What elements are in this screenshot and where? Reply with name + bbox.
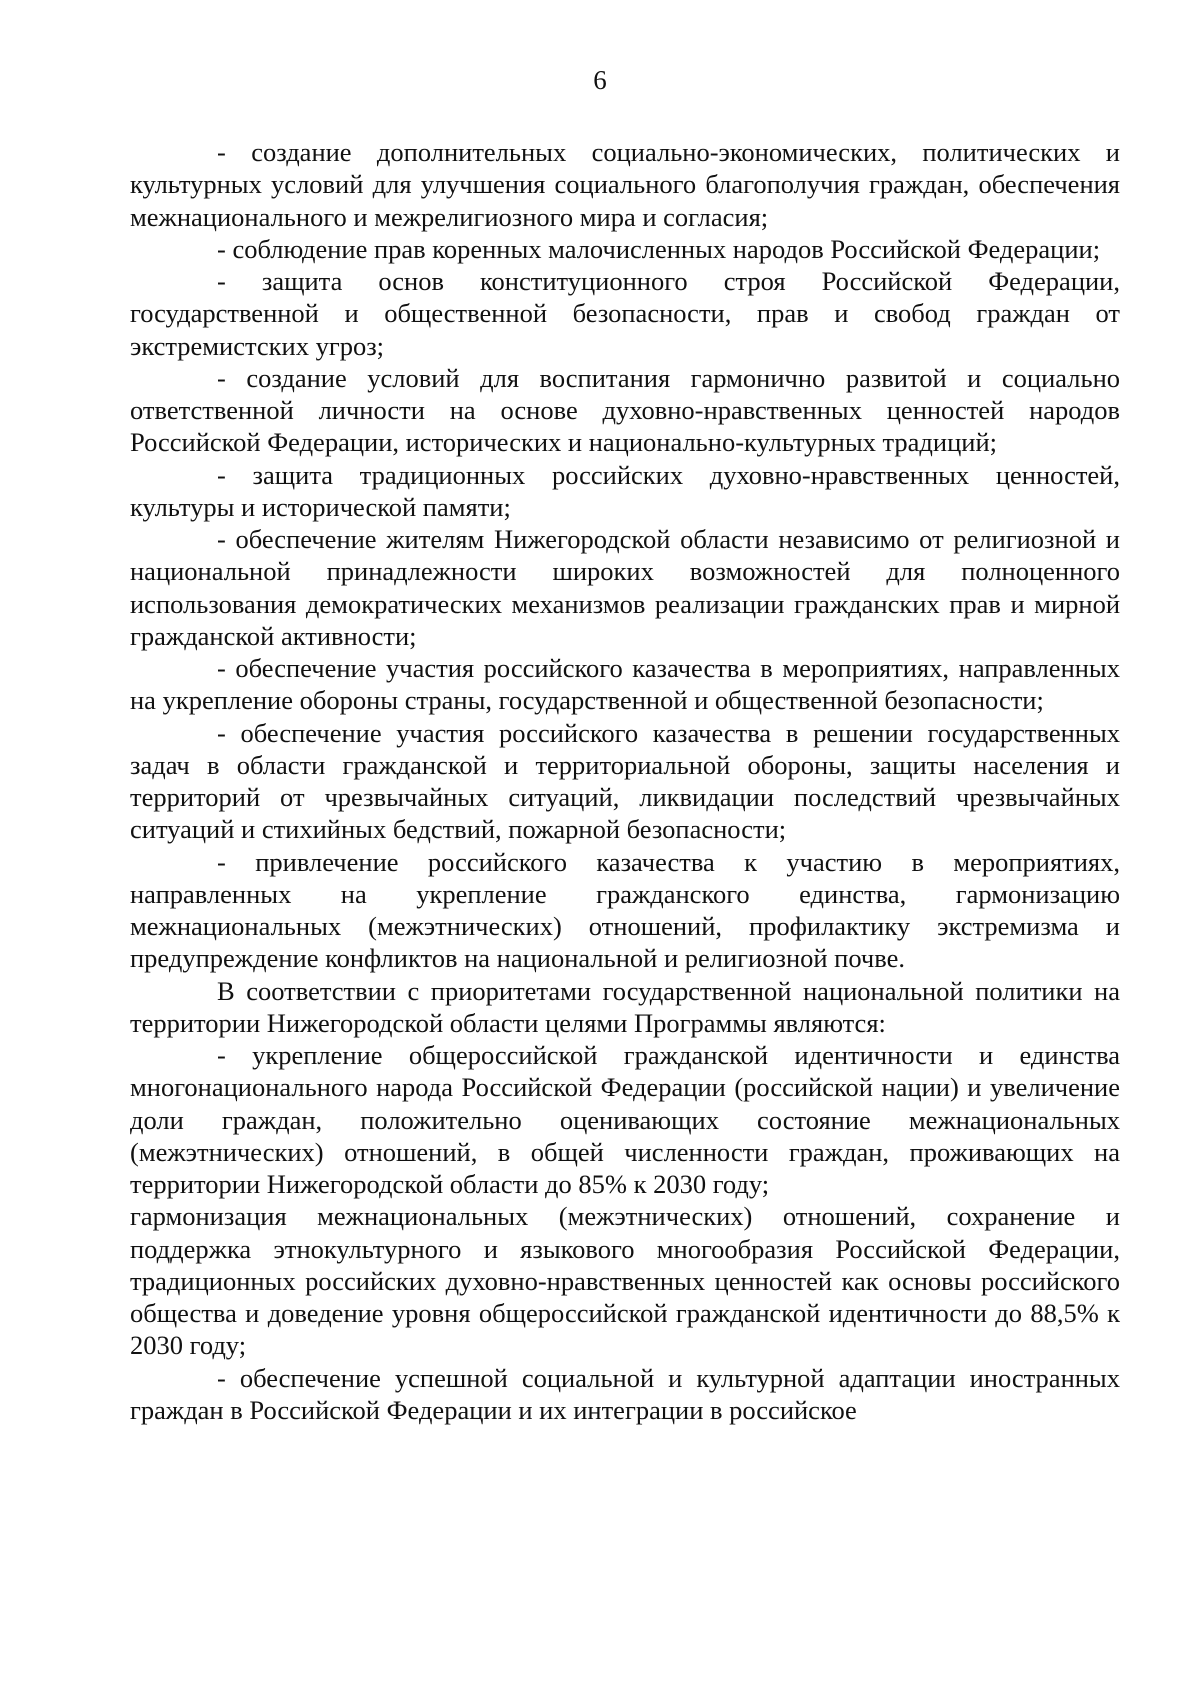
paragraph: - создание условий для воспитания гармонично развитой и социально ответственной личности на основе духовно-нравственных ценностей народов Российской Федерации, исторических и национально-культурных традиций; xyxy=(130,362,1120,458)
paragraph: - обеспечение участия российского казачества в решении государственных задач в области гражданской и территориальной обороны, защиты населения и территорий от чрезвычайных ситуаций, ликвидации последствий чрезвычайных ситуаций и стихийных бедствий, пожарной безопасности; xyxy=(130,717,1120,845)
paragraph: гармонизация межнациональных (межэтнических) отношений, сохранение и поддержка этнокультурного и языкового многообразия Российской Федерации, традиционных российских духовно-нравственных ценностей как основы российского общества и доведение уровня общероссийской гражданской идентичности до 88,5% к 2030 году; xyxy=(130,1201,1120,1361)
paragraph: - соблюдение прав коренных малочисленных народов Российской Федерации; xyxy=(217,233,1101,264)
paragraph: - защита основ конституционного строя Российской Федерации, государственной и общественной безопасности, прав и свобод граждан от экстремистских угроз; xyxy=(130,266,1120,361)
paragraph: - обеспечение успешной социальной и культурной адаптации иностранных граждан в Российской Федерации и их интеграции в российское xyxy=(130,1362,1120,1425)
paragraph: В соответствии с приоритетами государственной национальной политики на территории Нижегородской области целями Программы являются: xyxy=(130,975,1120,1038)
paragraph: - укрепление общероссийской гражданской идентичности и единства многонационального народа Российской Федерации (российской нации) и увеличение доли граждан, положительно оценивающих состояние межнациональных (межэтнических) отношений, в общей численности граждан, проживающих на территории Нижегородской области до 85% к 2030 году; xyxy=(130,1040,1120,1199)
document-body xyxy=(130,136,1120,1426)
paragraph: - обеспечение жителям Нижегородской области независимо от религиозной и национальной принадлежности широких возможностей для полноценного использования демократических механизмов реализации гражданских прав и мирной гражданской активности; xyxy=(130,524,1120,651)
paragraph: - привлечение российского казачества к участию в мероприятиях, направленных на укрепление гражданского единства, гармонизацию межнациональных (межэтнических) отношений, профилактику экстремизма и предупреждение конфликтов на национальной и религиозной почве. xyxy=(130,846,1120,974)
paragraph: - создание дополнительных социально-экономических, политических и культурных условий для улучшения социального благополучия граждан, обеспечения межнационального и межрелигиозного мира и согласия; xyxy=(130,137,1120,232)
page-number: 6 xyxy=(593,65,607,95)
paragraph: - обеспечение участия российского казачества в мероприятиях, направленных на укрепление обороны страны, государственной и общественной безопасности; xyxy=(130,653,1120,716)
paragraph: - защита традиционных российских духовно-нравственных ценностей, культуры и исторической памяти; xyxy=(130,459,1120,522)
